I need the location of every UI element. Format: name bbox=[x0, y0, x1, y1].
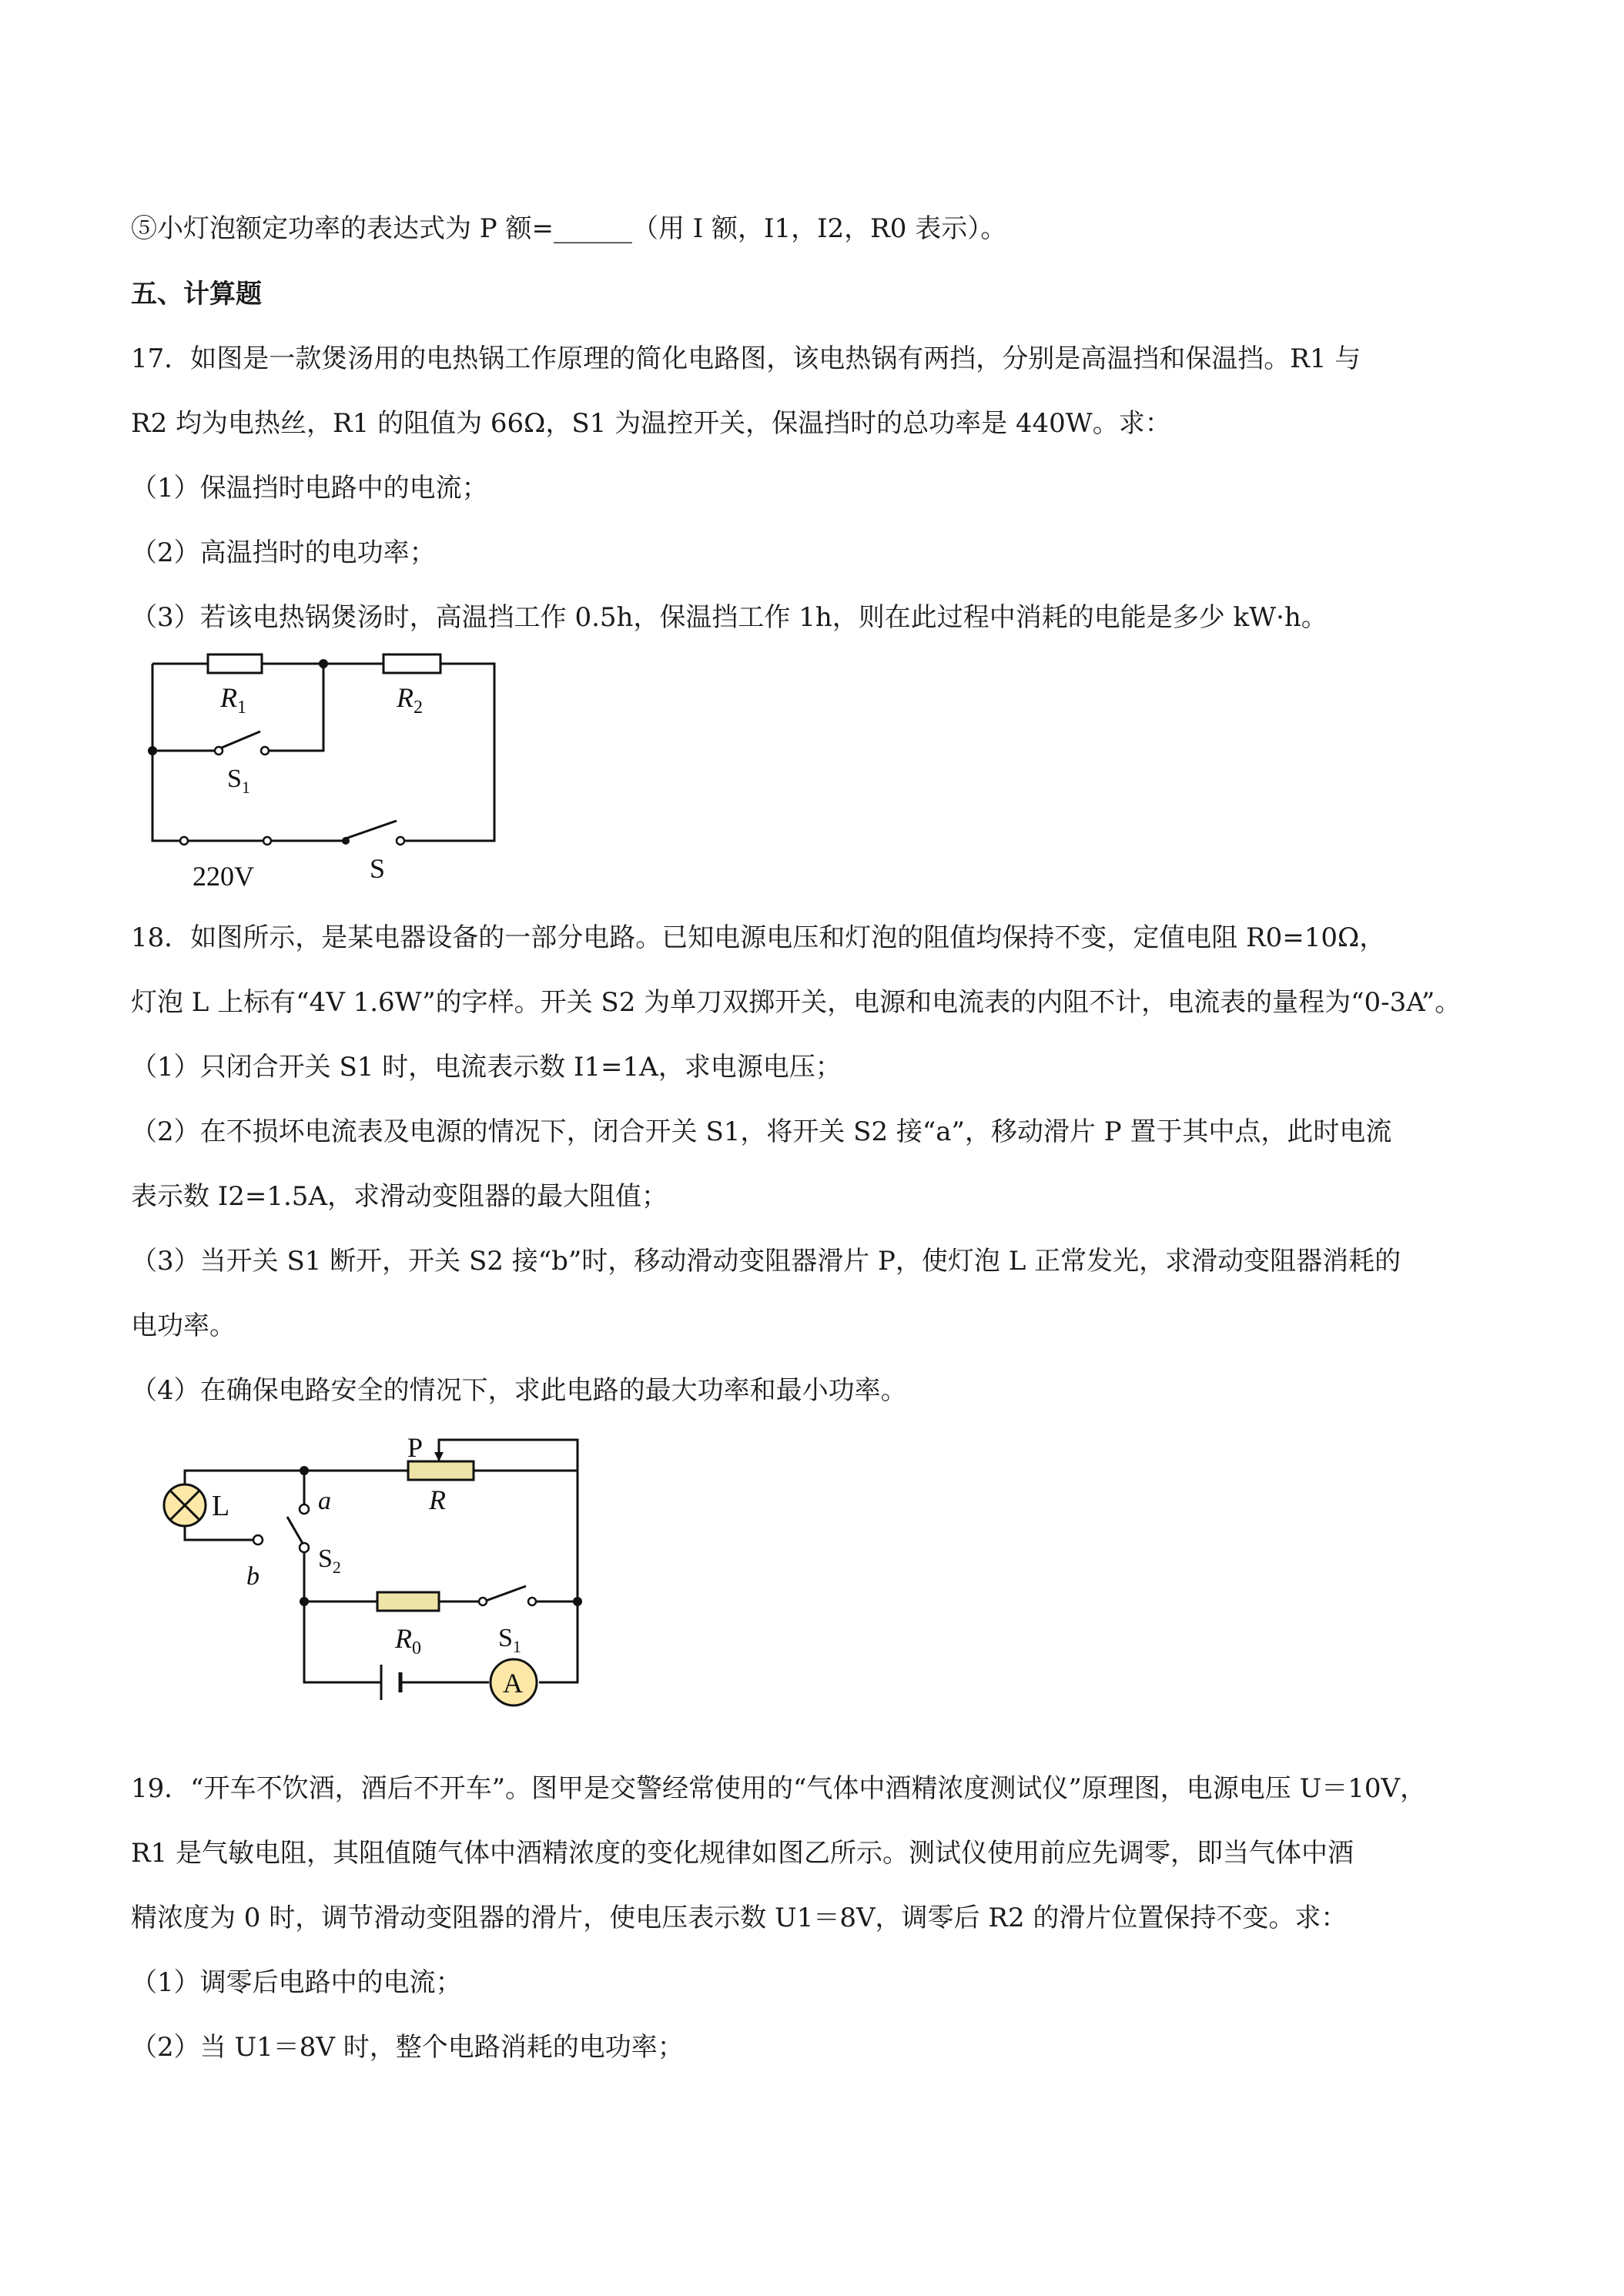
s2-pivot bbox=[300, 1543, 309, 1552]
r0-label: $R_0$ bbox=[395, 1623, 421, 1658]
r1-label: $R_1$ bbox=[220, 682, 246, 718]
junction-dot bbox=[319, 659, 328, 668]
s1-label: $S_1$ bbox=[498, 1624, 521, 1656]
s-label: S bbox=[370, 853, 386, 884]
q18-part4: （4）在确保电路安全的情况下，求此电路的最大功率和最小功率。 bbox=[131, 1375, 907, 1406]
s1-label: $S_1$ bbox=[227, 765, 250, 797]
p-label: P bbox=[407, 1432, 424, 1463]
q17-part1: （1）保温挡时电路中的电流； bbox=[131, 473, 488, 504]
s1-contact bbox=[215, 747, 223, 755]
q17-line-1: 17．如图是一款煲汤用的电热锅工作原理的简化电路图，该电热锅有两挡，分别是高温挡和保温挡。R1 与 bbox=[131, 343, 1361, 374]
slider-arrow bbox=[434, 1452, 444, 1461]
q18-part3-line-1: （3）当开关 S1 断开，开关 S2 接“b”时，移动滑动变阻器滑片 P，使灯泡 L 正常发光，求滑动变阻器消耗的 bbox=[131, 1246, 1401, 1277]
q18-circuit-diagram bbox=[150, 1432, 604, 1740]
q17-wires bbox=[152, 664, 494, 841]
q19-line-2: R1 是气敏电阻，其阻值随气体中酒精浓度的变化规律如图乙所示。测试仪使用前应先调零，即当气体中酒 bbox=[131, 1838, 1354, 1869]
terminal bbox=[180, 837, 188, 845]
q18-part2-line-1: （2）在不损坏电流表及电源的情况下，闭合开关 S1，将开关 S2 接“a”，移动滑片 P 置于其中点，此时电流 bbox=[131, 1116, 1392, 1147]
r-label: R bbox=[429, 1484, 446, 1515]
r2-resistor bbox=[383, 654, 440, 673]
rheostat-resistor bbox=[408, 1461, 474, 1480]
q19-line-1: 19．“开车不饮酒，酒后不开车”。图甲是交警经常使用的“气体中酒精浓度测试仪”原理图，电源电压 U＝10V， bbox=[131, 1773, 1427, 1804]
s-contact bbox=[397, 837, 404, 845]
svg-text:A: A bbox=[503, 1668, 523, 1699]
q19-part2: （2）当 U1＝8V 时，整个电路消耗的电功率； bbox=[131, 2032, 684, 2063]
lamp-symbol bbox=[164, 1484, 206, 1526]
q19-part1: （1）调零后电路中的电流； bbox=[131, 1967, 462, 1998]
q17-part2: （2）高温挡时的电功率； bbox=[131, 537, 436, 568]
q19-line-3: 精浓度为 0 时，调节滑动变阻器的滑片，使电压表示数 U1＝8V，调零后 R2 的滑片位置保持不变。求： bbox=[131, 1903, 1348, 1933]
section-heading: 五、计算题 bbox=[131, 279, 262, 310]
b-label: b bbox=[246, 1562, 260, 1591]
junction-dot bbox=[300, 1597, 309, 1606]
b-contact bbox=[253, 1535, 263, 1545]
q18-part3-line-2: 电功率。 bbox=[131, 1310, 236, 1341]
s-contact bbox=[342, 837, 350, 845]
ammeter-symbol bbox=[491, 1659, 537, 1705]
junction-dot bbox=[573, 1597, 582, 1606]
s2-label: $S_2$ bbox=[318, 1545, 341, 1577]
q18-line-1: 18．如图所示，是某电器设备的一部分电路。已知电源电压和灯泡的阻值均保持不变，定值电阻 R0=10Ω， bbox=[131, 922, 1386, 953]
q17-circuit-diagram bbox=[139, 647, 524, 901]
q18-part2-line-2: 表示数 I2=1.5A，求滑动变阻器的最大阻值； bbox=[131, 1181, 668, 1212]
q17-line-2: R2 均为电热丝，R1 的阻值为 66Ω，S1 为温控开关，保温挡时的总功率是 440W。求： bbox=[131, 408, 1171, 439]
r1-resistor bbox=[208, 654, 262, 673]
battery-symbol bbox=[381, 1665, 400, 1700]
terminal bbox=[263, 837, 271, 845]
q18-line-2: 灯泡 L 上标有“4V 1.6W”的字样。开关 S2 为单刀双掷开关，电源和电流表的内阻不计，电流表的量程为“0-3A”。 bbox=[131, 987, 1462, 1018]
r2-label: $R_2$ bbox=[397, 682, 423, 718]
junction-dot bbox=[300, 1466, 309, 1475]
a-label: a bbox=[318, 1487, 331, 1515]
a-contact bbox=[300, 1504, 309, 1514]
s1-contact bbox=[261, 747, 269, 755]
q18-part1: （1）只闭合开关 S1 时，电流表示数 I1=1A，求电源电压； bbox=[131, 1052, 842, 1083]
s1-contact bbox=[479, 1598, 487, 1605]
r0-resistor bbox=[377, 1592, 439, 1611]
s1-contact bbox=[528, 1598, 536, 1605]
voltage-label: 220V bbox=[193, 861, 254, 892]
q17-part3: （3）若该电热锅煲汤时，高温挡工作 0.5h，保温挡工作 1h，则在此过程中消耗的电能是多少 kW·h。 bbox=[131, 602, 1328, 633]
lamp-label: L bbox=[212, 1490, 230, 1522]
junction-dot bbox=[148, 746, 157, 755]
q16-part5-line: ⑤小灯泡额定功率的表达式为 P 额=______（用 I 额，I1，I2，R0 表示）。 bbox=[131, 213, 1007, 244]
